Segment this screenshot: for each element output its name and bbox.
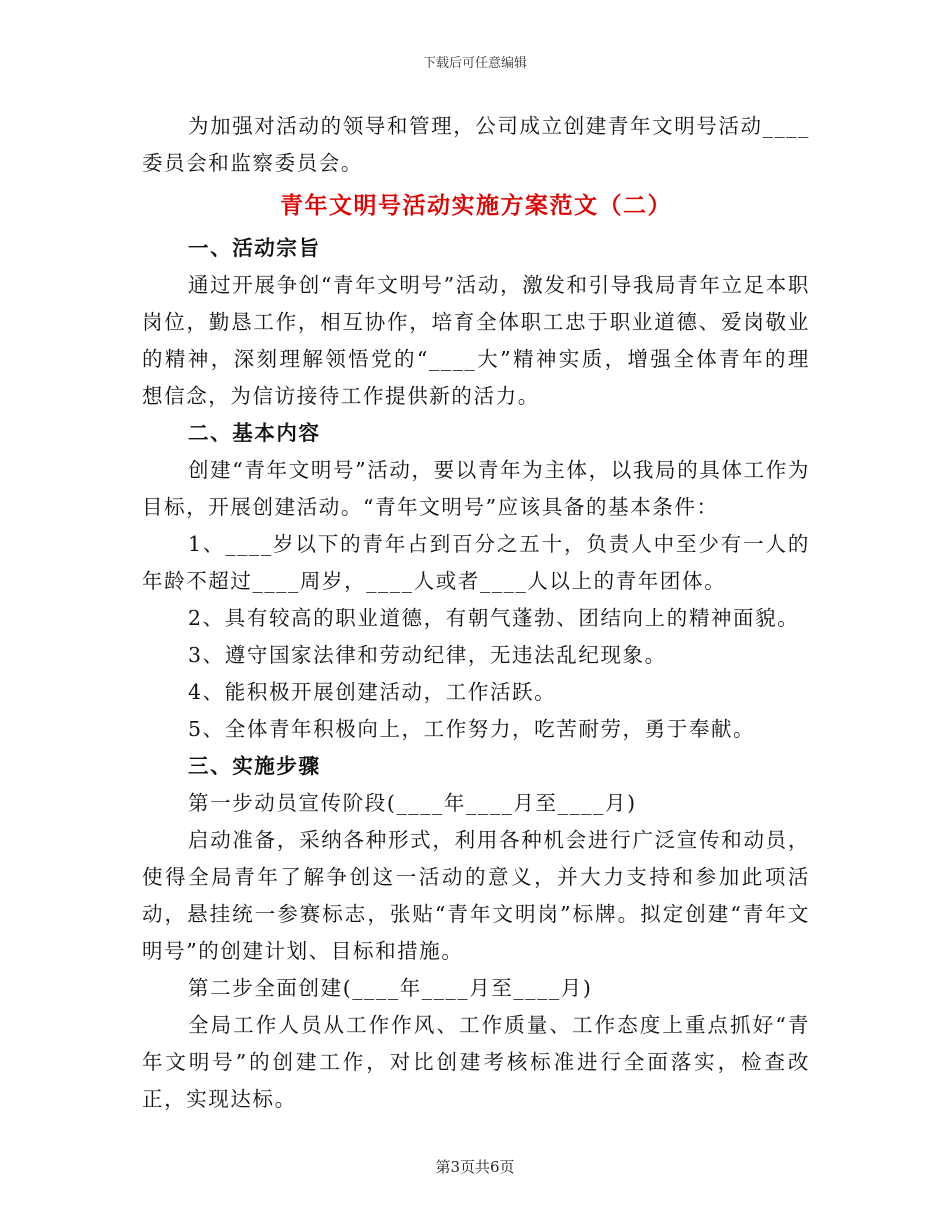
- section-heading-purpose: 一、活动宗旨: [188, 236, 321, 260]
- section-heading-steps: 三、实施步骤: [188, 754, 321, 778]
- condition-item: 5、全体青年积极向上，工作努力，吃苦耐劳，勇于奉献。: [188, 717, 756, 741]
- section-heading-content: 二、基本内容: [188, 421, 321, 445]
- document-title: 青年文明号活动实施方案范文（二）: [280, 192, 672, 219]
- section-paragraph-purpose: 通过开展争创“青年文明号”活动，激发和引导我局青年立足本职岗位，勤恳工作，相互协作，培育全体职工忠于职业道德、爱岗敬业的精神，深刻理解领悟党的“____大”精神实质，增强全体青年的理想信念，为信访接待工作提供新的活力。: [142, 273, 810, 408]
- step-paragraph: 启动准备，采纳各种形式，利用各种机会进行广泛宣传和动员，使得全局青年了解争创这一活动的意义，并大力支持和参加此项活动，悬挂统一参赛标志，张贴“青年文明岗”标牌。拟定创建“青年文明号”的创建计划、目标和措施。: [142, 828, 810, 963]
- header-note: 下载后可任意编辑: [422, 56, 527, 71]
- step-title: 第一步动员宣传阶段(____年____月至____月): [188, 791, 637, 815]
- document-body: [142, 108, 810, 1118]
- section-paragraph-content: 创建“青年文明号”活动，要以青年为主体，以我局的具体工作为目标，开展创建活动。“青年文明号”应该具备的基本条件：: [142, 458, 810, 519]
- step-paragraph: 全局工作人员从工作作风、工作质量、工作态度上重点抓好“青年文明号”的创建工作，对比创建考核标准进行全面落实，检查改正，实现达标。: [142, 1013, 810, 1111]
- condition-item: 1、____岁以下的青年占到百分之五十，负责人中至少有一人的年龄不超过____周岁，____人或者____人以上的青年团体。: [142, 532, 810, 593]
- condition-item: 3、遵守国家法律和劳动纪律，无违法乱纪现象。: [188, 643, 667, 667]
- condition-item: 4、能积极开展创建活动，工作活跃。: [188, 680, 557, 704]
- page-number: 第3页共6页: [435, 1158, 515, 1176]
- step-title: 第二步全面创建(____年____月至____月): [188, 976, 593, 1000]
- intro-paragraph: 为加强对活动的领导和管理，公司成立创建青年文明号活动____委员会和监察委员会。: [142, 114, 810, 175]
- condition-item: 2、具有较高的职业道德，有朝气蓬勃、团结向上的精神面貌。: [188, 606, 800, 630]
